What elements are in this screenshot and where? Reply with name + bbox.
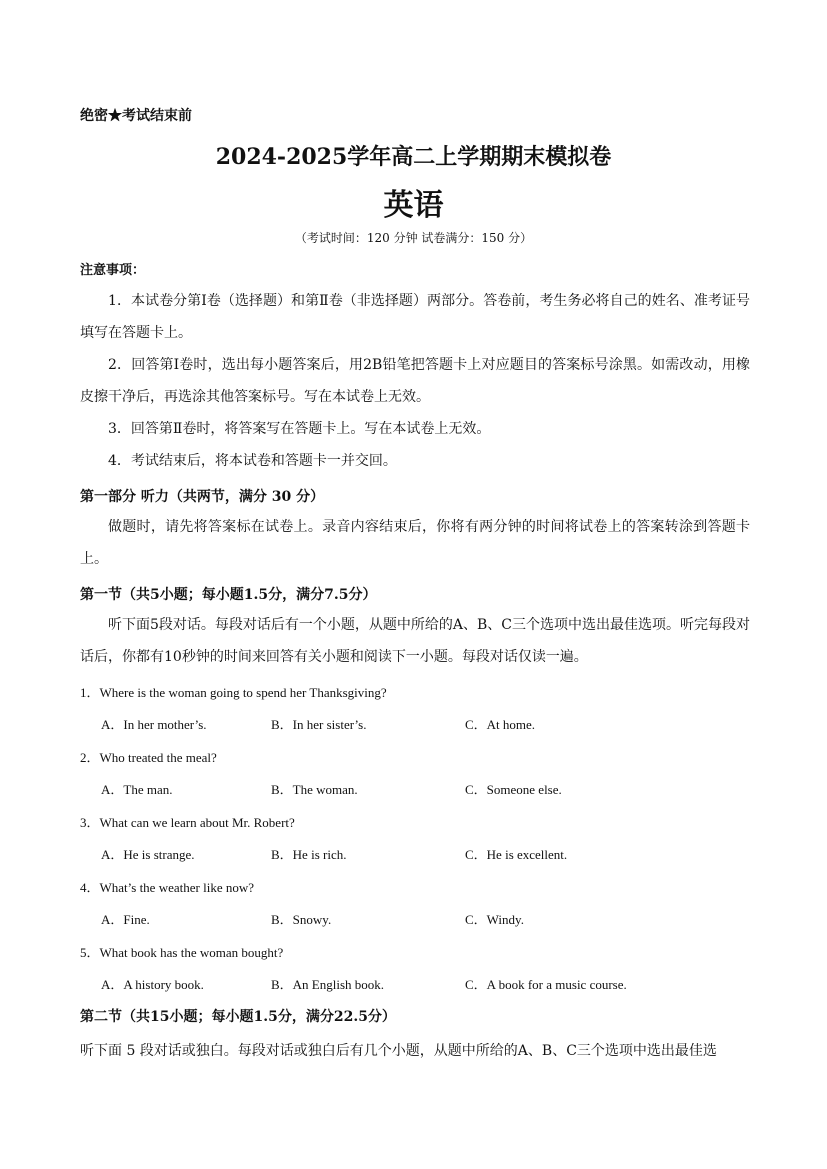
- option-c: C．Windy.: [465, 912, 524, 927]
- secret-label: 绝密★考试结束前: [80, 108, 192, 124]
- option-b: B．An English book.: [271, 977, 385, 992]
- section1-instruction: 听下面5段对话。每段对话后有一个小题，从题中所给的A、B、C三个选项中选出最佳选项。听完每段对话后，你都有10秒钟的时间来回答有关小题和阅读下一小题。每段对话仅读一遍。: [80, 617, 751, 665]
- note-item-3: 3．回答第Ⅱ卷时，将答案写在答题卡上。写在本试卷上无效。: [108, 421, 491, 437]
- option-c: C．A book for a music course.: [465, 977, 627, 992]
- option-b: B．He is rich.: [271, 847, 347, 862]
- question-stem: 1．Where is the woman going to spend her Thanksgiving?: [80, 685, 387, 700]
- option-c: C．Someone else.: [465, 782, 562, 797]
- note-item-1: 1．本试卷分第Ⅰ卷（选择题）和第Ⅱ卷（非选择题）两部分。答卷前，考生务必将自己的姓名、准考证号填写在答题卡上。: [80, 293, 750, 341]
- question-stem: 5．What book has the woman bought?: [80, 945, 284, 960]
- note-item-4: 4．考试结束后，将本试卷和答题卡一并交回。: [108, 453, 397, 469]
- option-b: B．In her sister’s.: [271, 717, 367, 732]
- subject-title: 英语: [383, 188, 444, 223]
- question-stem: 2．Who treated the meal?: [80, 750, 217, 765]
- exam-title: 2024-2025学年高二上学期期末模拟卷: [215, 144, 612, 170]
- option-a: A．A history book.: [101, 977, 204, 992]
- question-stem: 4．What’s the weather like now?: [80, 880, 254, 895]
- time-info: （考试时间：120 分钟 试卷满分：150 分）: [294, 231, 533, 245]
- option-a: A．The man.: [101, 782, 173, 797]
- option-a: A．Fine.: [101, 912, 150, 927]
- section2-heading: 第二节（共15小题；每小题1.5分，满分22.5分）: [80, 1009, 396, 1025]
- option-a: A．He is strange.: [101, 847, 195, 862]
- option-c: C．At home.: [465, 717, 536, 732]
- option-a: A．In her mother’s.: [101, 717, 207, 732]
- notes-heading: 注意事项：: [80, 263, 146, 278]
- question-stem: 3．What can we learn about Mr. Robert?: [80, 815, 295, 830]
- part1-heading: 第一部分 听力（共两节，满分 30 分）: [80, 489, 325, 505]
- option-c: C．He is excellent.: [465, 847, 568, 862]
- part1-instruction: 做题时，请先将答案标在试卷上。录音内容结束后，你将有两分钟的时间将试卷上的答案转涂到答题卡上。: [80, 519, 750, 567]
- section1-heading: 第一节（共5小题；每小题1.5分，满分7.5分）: [80, 587, 377, 603]
- section2-instruction: 听下面 5 段对话或独白。每段对话或独白后有几个小题，从题中所给的A、B、C三个选项中选出最佳选: [80, 1043, 717, 1059]
- option-b: B．The woman.: [271, 782, 358, 797]
- option-b: B．Snowy.: [271, 912, 332, 927]
- note-item-2: 2．回答第Ⅰ卷时，选出每小题答案后，用2B铅笔把答题卡上对应题目的答案标号涂黑。如需改动，用橡皮擦干净后，再选涂其他答案标号。写在本试卷上无效。: [80, 357, 750, 405]
